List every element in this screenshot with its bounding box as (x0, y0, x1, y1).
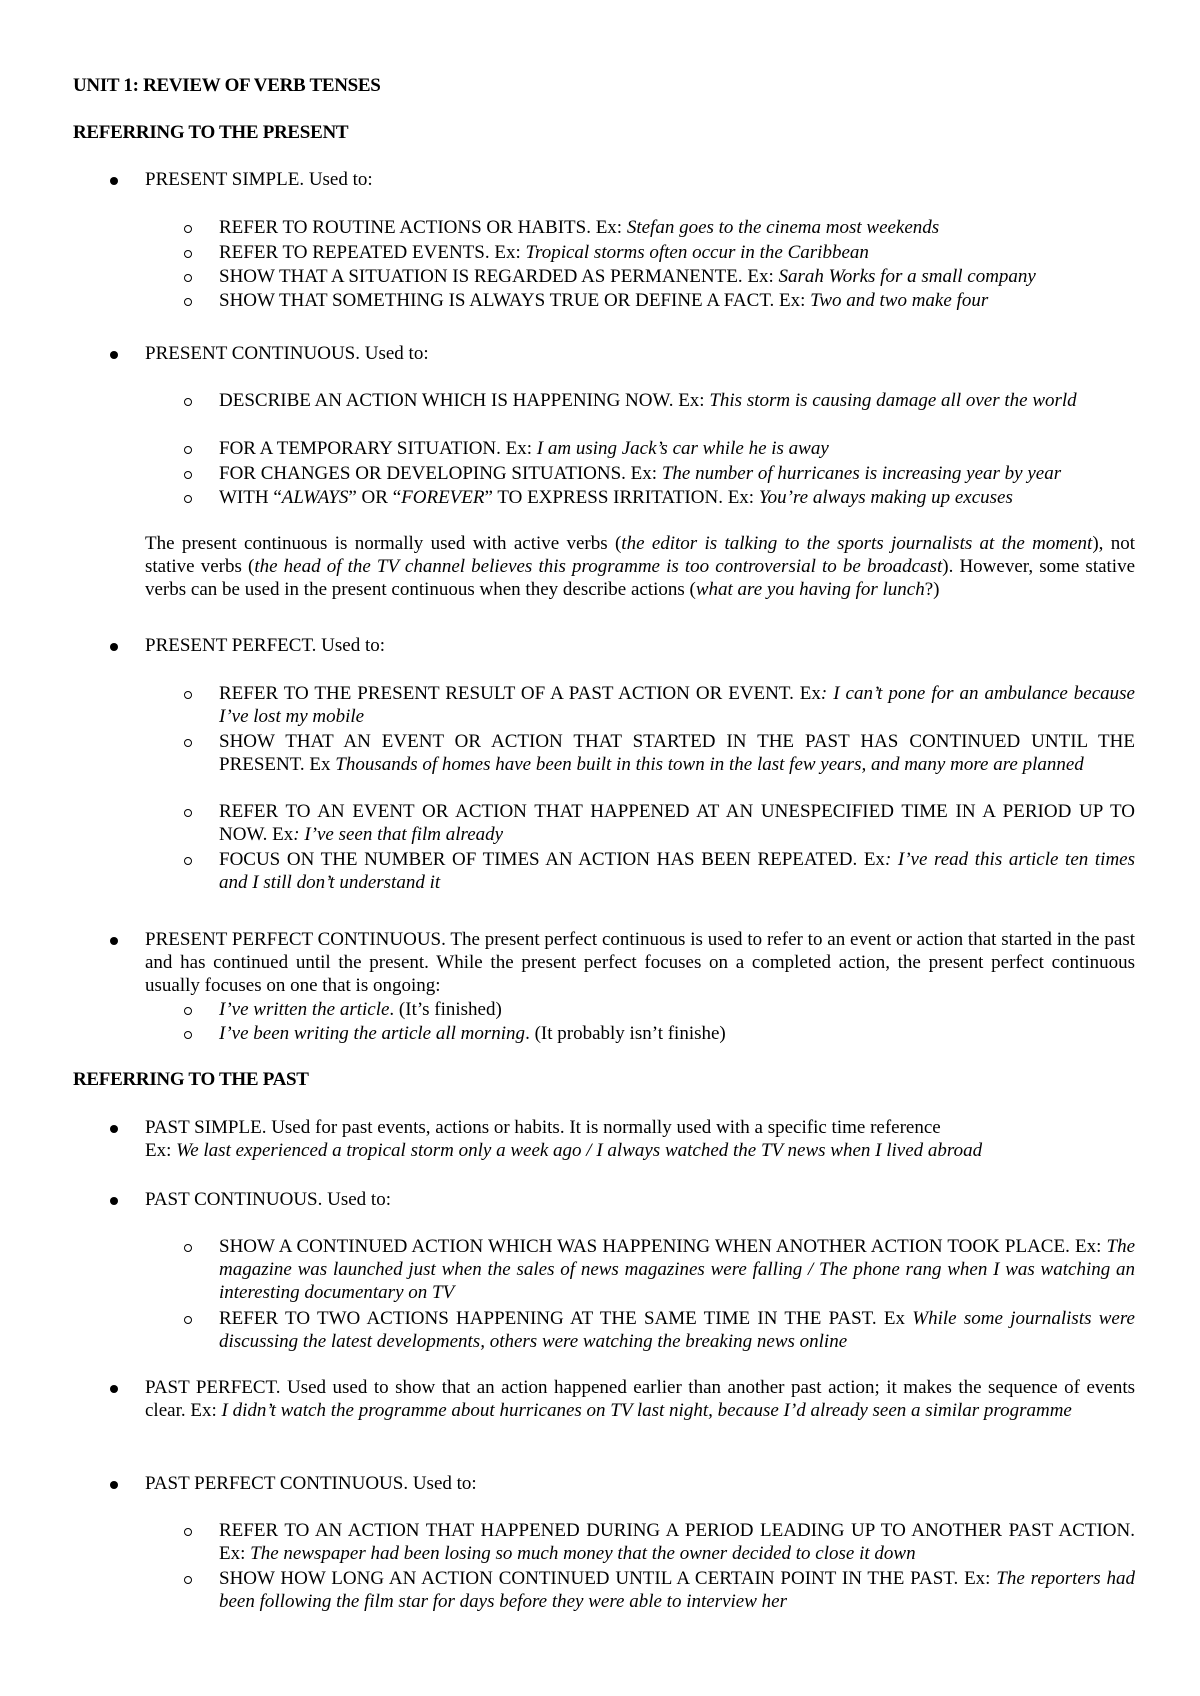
list-item: FOR A TEMPORARY SITUATION. Ex: I am using Jack’s car while he is away (219, 438, 829, 459)
list-item: I’ve been writing the article all morning. (It probably isn’t finishe) (219, 1023, 726, 1044)
present-perfect-label: PRESENT PERFECT. Used to: (145, 635, 385, 656)
sub-bullet-marker (184, 446, 192, 454)
past-continuous-label: PAST CONTINUOUS. Used to: (145, 1189, 391, 1210)
present-perfect-continuous-label: PRESENT PERFECT CONTINUOUS. The present perfect continuous is used to refer to an event or action that started in the past and has continued until the present. While the present perfect focuses on a completed action, the present perfect continuous usually focuses on one that is ongoing: (145, 929, 1135, 996)
list-item: SHOW THAT AN EVENT OR ACTION THAT STARTED IN THE PAST HAS CONTINUED UNTIL THE PRESENT. Ex Thousands of homes have been built in this town in the last few years, and many more are planned (219, 731, 1135, 775)
section-heading-present: REFERRING TO THE PRESENT (73, 122, 349, 143)
sub-bullet-marker (184, 1031, 192, 1039)
sub-bullet-marker (184, 739, 192, 747)
sub-bullet-marker (184, 809, 192, 817)
sub-bullet-marker (184, 398, 192, 406)
bullet-marker (110, 1481, 118, 1489)
sub-bullet-marker (184, 274, 192, 282)
list-item: REFER TO REPEATED EVENTS. Ex: Tropical storms often occur in the Caribbean (219, 242, 869, 263)
list-item: REFER TO AN ACTION THAT HAPPENED DURING A PERIOD LEADING UP TO ANOTHER PAST ACTION. Ex: The newspaper had been losing so much money that the owner decided to close it down (219, 1520, 1135, 1564)
list-item: REFER TO ROUTINE ACTIONS OR HABITS. Ex: Stefan goes to the cinema most weekends (219, 217, 940, 238)
list-item: I’ve written the article. (It’s finished) (219, 999, 502, 1020)
list-item: FOR CHANGES OR DEVELOPING SITUATIONS. Ex: The number of hurricanes is increasing year by year (219, 463, 1062, 484)
sub-bullet-marker (184, 1528, 192, 1536)
sub-bullet-marker (184, 471, 192, 479)
sub-bullet-marker (184, 1007, 192, 1015)
bullet-marker (110, 937, 118, 945)
present-continuous-label: PRESENT CONTINUOUS. Used to: (145, 343, 429, 364)
sub-bullet-marker (184, 1244, 192, 1252)
list-item: SHOW THAT A SITUATION IS REGARDED AS PERMANENTE. Ex: Sarah Works for a small company (219, 266, 1036, 287)
past-perfect-label: PAST PERFECT. Used used to show that an action happened earlier than another past action; it makes the sequence of events clear. Ex: I didn’t watch the programme about hurricanes on TV last night, because I’d already seen a similar programme (145, 1377, 1135, 1421)
list-item: SHOW HOW LONG AN ACTION CONTINUED UNTIL A CERTAIN POINT IN THE PAST. Ex: The reporters had been following the film star for days before they were able to interview her (219, 1568, 1135, 1612)
bullet-marker (110, 1125, 118, 1133)
list-item: REFER TO TWO ACTIONS HAPPENING AT THE SAME TIME IN THE PAST. Ex While some journalists were discussing the latest developments, others were watching the breaking news online (219, 1308, 1135, 1352)
bullet-marker (110, 177, 118, 185)
list-item: REFER TO THE PRESENT RESULT OF A PAST ACTION OR EVENT. Ex: I can’t pone for an ambulance because I’ve lost my mobile (219, 683, 1135, 727)
document-title: UNIT 1: REVIEW OF VERB TENSES (73, 75, 381, 96)
sub-bullet-marker (184, 225, 192, 233)
list-item: DESCRIBE AN ACTION WHICH IS HAPPENING NOW. Ex: This storm is causing damage all over the world (219, 390, 1077, 411)
present-simple-label: PRESENT SIMPLE. Used to: (145, 169, 373, 190)
list-item: WITH “ALWAYS” OR “FOREVER” TO EXPRESS IRRITATION. Ex: You’re always making up excuses (219, 487, 1013, 508)
present-continuous-note: The present continuous is normally used with active verbs (the editor is talking to the sports journalists at the moment), not stative verbs (the head of the TV channel believes this programme is too controversial to be broadcast). However, some stative verbs can be used in the present continuous when they describe actions (what are you having for lunch?) (145, 533, 1136, 600)
sub-bullet-marker (184, 298, 192, 306)
bullet-marker (110, 643, 118, 651)
list-item: SHOW THAT SOMETHING IS ALWAYS TRUE OR DEFINE A FACT. Ex: Two and two make four (219, 290, 989, 311)
section-heading-past: REFERRING TO THE PAST (73, 1069, 309, 1090)
sub-bullet-marker (184, 857, 192, 865)
past-perfect-continuous-label: PAST PERFECT CONTINUOUS. Used to: (145, 1473, 477, 1494)
list-item: SHOW A CONTINUED ACTION WHICH WAS HAPPENING WHEN ANOTHER ACTION TOOK PLACE. Ex: The magazine was launched just when the sales of news magazines were falling / The phone rang when I was watching an interesting documentary on TV (219, 1236, 1135, 1303)
list-item: REFER TO AN EVENT OR ACTION THAT HAPPENED AT AN UNESPECIFIED TIME IN A PERIOD UP TO NOW. Ex: I’ve seen that film already (219, 801, 1135, 845)
sub-bullet-marker (184, 495, 192, 503)
sub-bullet-marker (184, 1316, 192, 1324)
bullet-marker (110, 1197, 118, 1205)
past-simple-label: PAST SIMPLE. Used for past events, actions or habits. It is normally used with a specific time reference Ex: We last experienced a tropical storm only a week ago / I always watched the TV news when I lived abroad (145, 1117, 983, 1161)
sub-bullet-marker (184, 691, 192, 699)
bullet-marker (110, 1385, 118, 1393)
bullet-marker (110, 351, 118, 359)
sub-bullet-marker (184, 250, 192, 258)
list-item: FOCUS ON THE NUMBER OF TIMES AN ACTION HAS BEEN REPEATED. Ex: I’ve read this article ten times and I still don’t understand it (219, 849, 1135, 893)
sub-bullet-marker (184, 1576, 192, 1584)
